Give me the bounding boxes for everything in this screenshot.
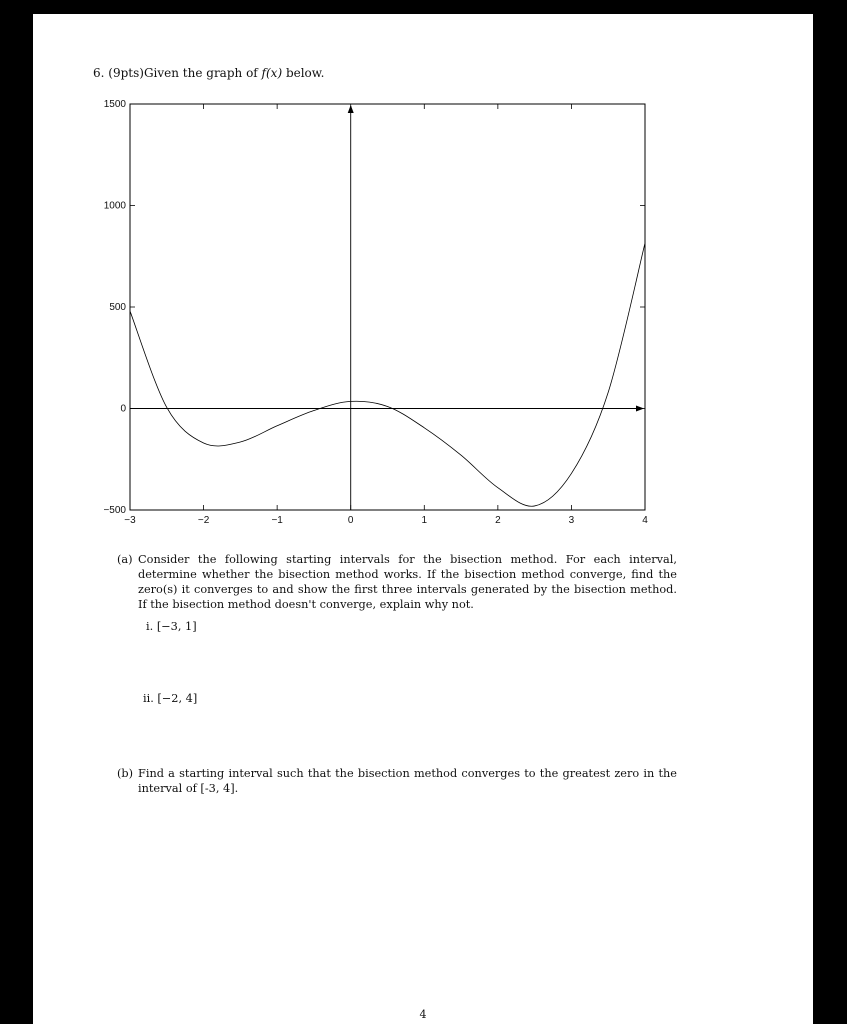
function-graph: [33, 14, 813, 534]
y-tick-label: 1500: [103, 99, 126, 110]
y-tick-label: 1000: [103, 200, 126, 212]
exam-page: [33, 14, 813, 1024]
x-tick-label: 0: [347, 515, 354, 526]
part-b: [117, 766, 677, 796]
part-b-label: (b): [117, 767, 134, 780]
x-tick-label: 3: [568, 515, 575, 526]
question-function: f(x): [261, 66, 283, 80]
question-text-after: below.: [282, 66, 325, 80]
question-text-before: Given the graph of: [143, 66, 262, 80]
item-1-interval: [−3, 1]: [156, 620, 197, 633]
x-tick-label: −1: [271, 515, 283, 526]
x-tick-label: −3: [124, 515, 136, 526]
x-tick-label: 1: [421, 515, 428, 526]
part-a-item-1: [146, 620, 197, 633]
part-a: [117, 552, 677, 612]
part-a-item-2: [143, 692, 197, 705]
question-points: (9pts): [108, 66, 144, 80]
x-axis-arrow: [636, 406, 644, 412]
item-2-interval: [−2, 4]: [157, 692, 198, 705]
item-1-label: i.: [146, 620, 154, 633]
page-number: 4: [419, 1008, 427, 1021]
part-a-label: (a): [117, 553, 133, 566]
y-tick-label: 500: [109, 302, 126, 313]
y-axis-arrow: [348, 105, 354, 113]
series-line-f-x: [130, 243, 645, 506]
part-a-text: Consider the following starting intervals for the bisection method. For each interval, determine whether the bisection method works. If the bisection method converge, find the zero(s) it converges to and show the first three intervals generated by the bisection method. If the bisection method doesn't converge, explain why not.: [138, 553, 677, 611]
question-number: 6.: [93, 66, 105, 80]
x-tick-label: 4: [642, 515, 648, 526]
y-tick-label: 0: [120, 403, 126, 415]
x-tick-label: −2: [197, 515, 210, 526]
item-2-label: ii.: [143, 692, 154, 705]
y-tick-label: −500: [103, 505, 126, 516]
part-b-text: Find a starting interval such that the bisection method converges to the greatest zero in the interval of [-3, 4].: [138, 767, 677, 795]
x-tick-label: 2: [495, 515, 501, 526]
plot-frame: [130, 104, 645, 510]
